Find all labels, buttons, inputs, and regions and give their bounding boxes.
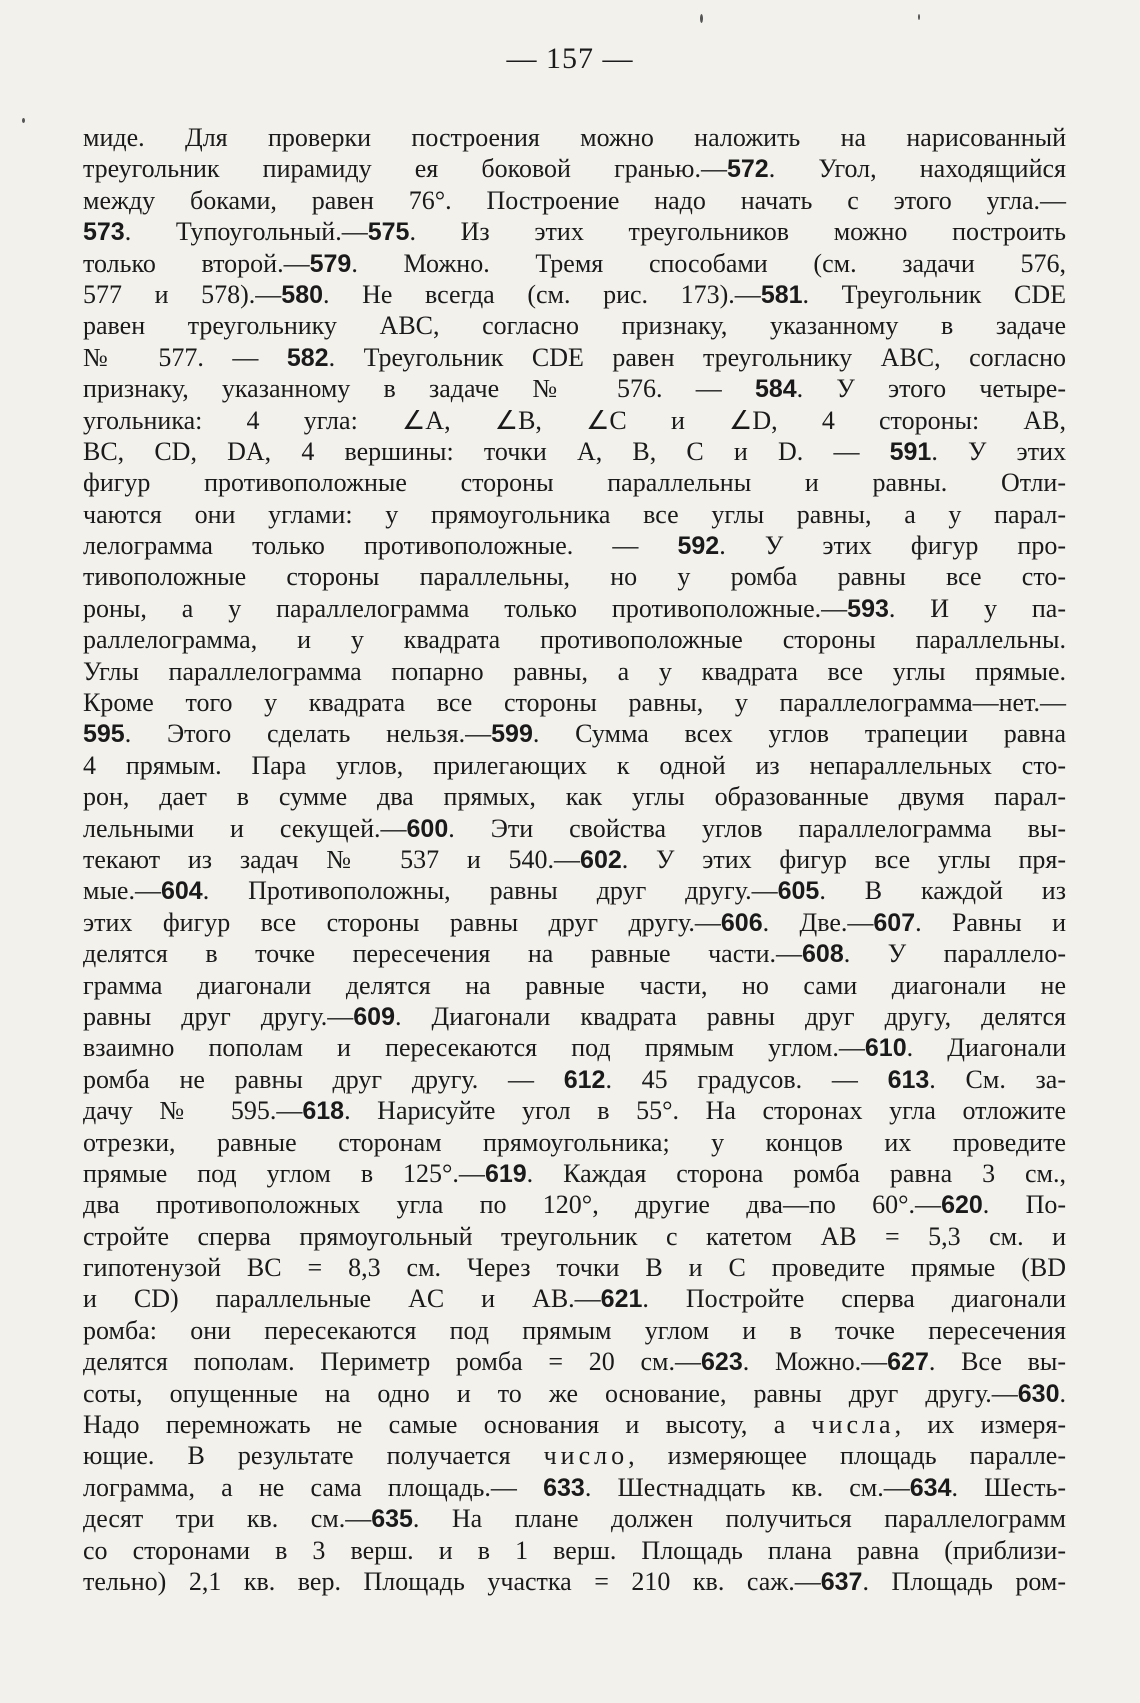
text-run: и CD) параллельные AC и AB.—: [83, 1284, 601, 1314]
ink-speck: [700, 14, 703, 23]
text-run: . У этого четыре-: [796, 374, 1067, 404]
text-line: [83, 185, 1066, 216]
text-run: BC, CD, DA, 4 вершины: точки A, B, C и D. —: [83, 436, 890, 466]
text-run: . См. за-: [929, 1064, 1067, 1094]
text-line: [83, 1032, 1066, 1063]
text-line: [83, 907, 1066, 938]
problem-number: 591: [889, 437, 932, 466]
text-line: [83, 1503, 1066, 1534]
text-run: . На плане должен получиться параллелограмм: [412, 1504, 1066, 1534]
text-run: лельными и секущей.—: [83, 813, 407, 843]
problem-number: 605: [777, 877, 820, 906]
text-line: [83, 1346, 1066, 1377]
problem-number: 575: [367, 218, 410, 247]
problem-number: 580: [281, 280, 324, 309]
text-run: 577 и 578).—: [83, 279, 282, 309]
text-run: тельно) 2,1 кв. вер. Площадь участка = 210 кв. саж.—: [83, 1566, 821, 1596]
text-run: . Можно. Тремя способами (см. задачи 576,: [351, 248, 1066, 278]
text-line: [83, 373, 1066, 404]
text-run: . У этих фигур все углы пря-: [621, 844, 1066, 874]
text-line: [83, 310, 1066, 341]
text-line: [83, 593, 1066, 624]
text-line: [83, 1378, 1066, 1409]
text-line: [83, 1409, 1066, 1440]
problem-number: 602: [580, 845, 622, 874]
text-run: Надо перемножать не самые основания и высоту, а: [83, 1410, 812, 1440]
text-run: лограмма, а не сама площадь.—: [83, 1472, 544, 1502]
problem-number: 600: [406, 814, 449, 843]
text-run: признаку, указанному в задаче № 576. —: [83, 374, 755, 404]
problem-number: 582: [286, 343, 329, 372]
text-run: . Тупоугольный.—: [124, 217, 368, 247]
problem-number: 627: [887, 1348, 929, 1377]
text-run: десят три кв. см.—: [83, 1504, 372, 1534]
text-line: [83, 467, 1066, 498]
text-run: тивоположные стороны параллельны, но у ромба равны все сто-: [83, 562, 1066, 592]
text-run: . Нарисуйте угол в 55°. На сторонах угла отложите: [344, 1096, 1066, 1126]
text-line: [83, 1252, 1066, 1283]
text-run: фигур противоположные стороны параллельны и равны. Отли-: [83, 468, 1066, 498]
text-line: [83, 1095, 1066, 1126]
text-run: мые.—: [83, 876, 161, 906]
emphasized-word: числа: [811, 1410, 895, 1440]
text-run: отрезки, равные сторонам прямоугольника; у концов их проведите: [83, 1127, 1066, 1157]
problem-number: 599: [491, 720, 533, 749]
text-run: треугольник пирамиду ея боковой гранью.—: [83, 154, 727, 184]
problem-number: 613: [887, 1065, 930, 1094]
problem-number: 612: [563, 1065, 606, 1094]
text-run: дачу № 595.—: [83, 1096, 303, 1126]
text-run: лелограмма только противоположные. —: [83, 531, 678, 561]
text-line: [83, 813, 1066, 844]
problem-number: 581: [760, 280, 803, 309]
text-run: равен треугольнику ABC, согласно признаку, указанному в задаче: [83, 311, 1066, 341]
problem-number: 609: [353, 1002, 395, 1031]
text-line: [83, 1535, 1066, 1566]
problem-number: 634: [909, 1473, 952, 1502]
text-run: только второй.—: [83, 248, 310, 278]
text-run: текают из задач № 537 и 540.—: [83, 844, 581, 874]
text-run: рон, дает в сумме два прямых, как углы образованные двумя парал-: [83, 782, 1066, 812]
text-run: ромба: они пересекаются под прямым углом и в точке пересечения: [83, 1315, 1066, 1345]
page-number: — 157 —: [506, 42, 634, 75]
text-run: . И у па-: [888, 593, 1066, 623]
text-line: [83, 1440, 1066, 1471]
text-line: [83, 342, 1066, 373]
text-run: . 45 градусов. —: [605, 1064, 888, 1094]
text-run: гипотенузой BC = 8,3 см. Через точки B и C проведите прямые (BD: [83, 1253, 1066, 1283]
problem-number: 610: [864, 1034, 907, 1063]
problem-number: 618: [302, 1097, 345, 1126]
text-line: [83, 1315, 1066, 1346]
text-line: [83, 875, 1066, 906]
text-run: соты, опущенные на одно и то же основание, равны друг другу.—: [83, 1378, 1018, 1408]
text-run: делятся пополам. Периметр ромба = 20 см.—: [83, 1347, 702, 1377]
text-line: [83, 1158, 1066, 1189]
text-run: . Площадь ром-: [862, 1566, 1066, 1596]
text-line: [83, 279, 1066, 310]
text-run: . Диагонали: [906, 1033, 1066, 1063]
text-line: [83, 844, 1066, 875]
text-line: [83, 938, 1066, 969]
text-run: роны, а у параллелограмма только противоположные.—: [83, 593, 848, 623]
text-run: № 577. —: [83, 342, 287, 372]
text-run: . По-: [982, 1190, 1066, 1220]
text-run: угольника: 4 угла: ∠A, ∠B, ∠C и ∠D, 4 стороны: AB,: [83, 405, 1066, 435]
text-run: грамма диагонали делятся на равные части, но сами диагонали не: [83, 970, 1066, 1000]
text-line: [83, 530, 1066, 561]
problem-number: 593: [847, 594, 889, 623]
text-run: равны друг другу.—: [83, 1001, 354, 1031]
text-run: стройте сперва прямоугольный треугольник с катетом AB = 5,3 см. и: [83, 1221, 1066, 1251]
text-line: [83, 216, 1066, 247]
text-line: [83, 1472, 1066, 1503]
text-line: [83, 1001, 1066, 1032]
text-run: . У параллело-: [843, 939, 1066, 969]
text-line: [83, 687, 1066, 718]
text-line: [83, 970, 1066, 1001]
problem-number: 608: [802, 940, 844, 969]
problem-number: 620: [941, 1191, 983, 1220]
text-run: . Из этих треугольников можно построить: [409, 217, 1066, 247]
problem-number: 635: [371, 1505, 413, 1534]
text-run: . Эти свойства углов параллелограмма вы-: [448, 813, 1066, 843]
text-run: . Равны и: [915, 907, 1066, 937]
text-line: [83, 1283, 1066, 1314]
text-run: . Противоположны, равны друг другу.—: [202, 876, 778, 906]
text-run: . Диагонали квадрата равны друг другу, делятся: [395, 1001, 1066, 1031]
text-run: Кроме того у квадрата все стороны равны, у параллелограмма—нет.—: [83, 688, 1066, 718]
text-run: . В каждой из: [819, 876, 1066, 906]
text-run: со сторонами в 3 верш. и в 1 верш. Площадь плана равна (приблизи-: [83, 1535, 1066, 1565]
ink-speck: [22, 118, 25, 123]
problem-number: 579: [309, 249, 352, 278]
text-run: прямые под углом в 125°.—: [83, 1158, 485, 1188]
text-run: миде. Для проверки построения можно наложить на нарисованный: [83, 123, 1066, 152]
text-line: [83, 1127, 1066, 1158]
ink-speck: [918, 14, 920, 20]
problem-number: 621: [600, 1285, 643, 1314]
problem-number: 573: [83, 218, 125, 247]
text-run: два противоположных угла по 120°, другие два—по 60°.—: [83, 1190, 942, 1220]
text-run: ющие. В результате получается: [83, 1441, 544, 1471]
body-text: [83, 122, 1066, 1597]
problem-number: 637: [820, 1567, 863, 1596]
text-run: раллелограмма, и у квадрата противоположные стороны параллельны.: [83, 625, 1066, 655]
text-run: . Все вы-: [928, 1347, 1066, 1377]
text-run: . Можно.—: [742, 1347, 888, 1377]
problem-number: 606: [720, 908, 763, 937]
text-run: . Каждая сторона ромба равна 3 см.,: [526, 1158, 1067, 1188]
text-run: взаимно пополам и пересекаются под прямым углом.—: [83, 1033, 865, 1063]
text-line: [83, 1189, 1066, 1220]
text-line: [83, 656, 1066, 687]
text-run: . У этих: [931, 436, 1066, 466]
problem-number: 630: [1017, 1379, 1060, 1408]
problem-number: 592: [677, 532, 720, 561]
problem-number: 572: [726, 155, 769, 184]
text-run: . Этого сделать нельзя.—: [124, 719, 492, 749]
text-run: . Шесть-: [951, 1472, 1066, 1502]
problem-number: 607: [873, 908, 916, 937]
text-run: .: [1059, 1378, 1066, 1408]
text-run: чаются они углами: у прямоугольника все углы равны, а у парал-: [83, 499, 1066, 529]
text-run: . Угол, находящийся: [768, 154, 1066, 184]
text-run: Углы параллелограмма попарно равны, а у квадрата все углы прямые.: [83, 656, 1066, 686]
text-line: [83, 561, 1066, 592]
text-line: [83, 1221, 1066, 1252]
text-run: делятся в точке пересечения на равные части.—: [83, 939, 803, 969]
text-line: [83, 436, 1066, 467]
text-line: [83, 750, 1066, 781]
text-line: [83, 405, 1066, 436]
text-run: . Постройте сперва диагонали: [642, 1284, 1067, 1314]
text-run: между боками, равен 76°. Построение надо начать с этого угла.—: [83, 185, 1066, 215]
text-run: . Шестнадцать кв. см.—: [584, 1472, 910, 1502]
problem-number: 619: [484, 1159, 527, 1188]
text-run: . Треугольник CDE равен треугольнику ABC, согласно: [328, 342, 1066, 372]
text-run: . У этих фигур про-: [719, 531, 1067, 561]
text-line: [83, 718, 1066, 749]
text-run: . Две.—: [762, 907, 874, 937]
text-line: [83, 1064, 1066, 1095]
text-run: , их измеря-: [894, 1410, 1066, 1440]
text-run: , измеряющее площадь паралле-: [628, 1441, 1066, 1471]
text-run: этих фигур все стороны равны друг другу.—: [83, 907, 721, 937]
text-line: [83, 122, 1066, 153]
text-run: 4 прямым. Пара углов, прилегающих к одной из непараллельных сто-: [83, 750, 1066, 780]
problem-number: 595: [83, 720, 125, 749]
problem-number: 623: [701, 1348, 743, 1377]
text-line: [83, 781, 1066, 812]
text-line: [83, 248, 1066, 279]
text-line: [83, 499, 1066, 530]
emphasized-word: число: [543, 1441, 629, 1471]
text-run: . Треугольник CDE: [802, 279, 1066, 309]
text-run: . Не всегда (см. рис. 173).—: [323, 279, 761, 309]
text-run: ромба не равны друг другу. —: [83, 1064, 564, 1094]
problem-number: 633: [543, 1473, 585, 1502]
problem-number: 584: [754, 375, 797, 404]
text-run: . Сумма всех углов трапеции равна: [532, 719, 1066, 749]
problem-number: 604: [160, 877, 203, 906]
text-line: [83, 1566, 1066, 1597]
text-line: [83, 153, 1066, 184]
text-line: [83, 624, 1066, 655]
